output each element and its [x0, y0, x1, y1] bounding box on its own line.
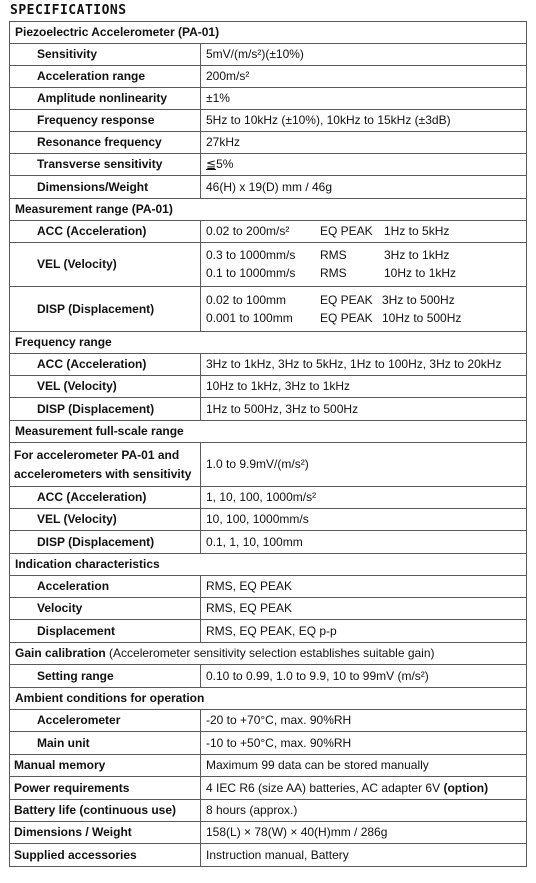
row-value: 158(L) × 78(W) × 40(H)mm / 286g	[201, 822, 527, 844]
row-value: RMS, EQ PEAK, EQ p-p	[201, 620, 527, 643]
range-grid	[206, 248, 522, 281]
row-label: Resonance frequency	[10, 132, 201, 154]
row-value: 0.10 to 0.99, 1.0 to 9.9, 10 to 99mV (m/s²)	[201, 665, 527, 688]
row-label: ACC (Acceleration)	[10, 487, 201, 509]
gain-header-note: (Accelerometer sensitivity selection establishes suitable gain)	[105, 646, 435, 660]
row-value-text: 5%	[216, 157, 234, 171]
row-label: Supplied accessories	[10, 844, 201, 867]
row-value: 8 hours (approx.)	[201, 800, 527, 822]
range-freq: 10Hz to 500Hz	[382, 310, 462, 325]
row-value: -20 to +70°C, max. 90%RH	[201, 710, 527, 732]
range-mode: RMS	[320, 266, 347, 280]
less-equal-symbol: ≦	[206, 157, 217, 171]
sens-label-line2: accelerometers with sensitivity	[14, 466, 192, 481]
row-value: RMS, EQ PEAK	[201, 576, 527, 598]
section-header-ambient: Ambient conditions for operation	[10, 688, 527, 710]
row-label: VEL (Velocity)	[10, 509, 201, 531]
row-label: Displacement	[10, 620, 201, 643]
row-value	[201, 154, 527, 176]
row-value: Instruction manual, Battery	[201, 844, 527, 867]
row-value: 10Hz to 1kHz, 3Hz to 1kHz	[201, 376, 527, 398]
range-span: 0.3 to 1000mm/s	[206, 248, 296, 262]
row-label: DISP (Displacement)	[10, 398, 201, 421]
row-label: Velocity	[10, 598, 201, 620]
range-span: 0.1 to 1000mm/s	[206, 266, 296, 280]
row-value: 0.1, 1, 10, 100mm	[201, 531, 527, 554]
row-label: Acceleration	[10, 576, 201, 598]
range-freq: 10Hz to 1kHz	[384, 266, 457, 280]
row-label: ACC (Acceleration)	[10, 354, 201, 376]
row-value: RMS, EQ PEAK	[201, 598, 527, 620]
row-label: DISP (Displacement)	[10, 287, 201, 332]
section-header-pa01: Piezoelectric Accelerometer (PA-01)	[10, 22, 527, 44]
row-value: 1Hz to 500Hz, 3Hz to 500Hz	[201, 398, 527, 421]
row-label: Manual memory	[10, 755, 201, 777]
row-label: Sensitivity	[10, 44, 201, 66]
row-label: Frequency response	[10, 110, 201, 132]
section-header-gain	[10, 643, 527, 665]
row-label: VEL (Velocity)	[10, 376, 201, 398]
sens-label-line1: For accelerometer PA-01 and	[14, 447, 180, 462]
power-value: 4 IEC R6 (size AA) batteries, AC adapter 6V	[206, 780, 444, 795]
row-value: 10, 100, 1000mm/s	[201, 509, 527, 531]
range-grid	[206, 224, 522, 239]
row-value: -10 to +50°C, max. 90%RH	[201, 732, 527, 755]
section-header-full-scale: Measurement full-scale range	[10, 421, 527, 443]
section-header-measurement-range: Measurement range (PA-01)	[10, 199, 527, 221]
range-freq: 1Hz to 5kHz	[384, 224, 450, 238]
row-value: 3Hz to 1kHz, 3Hz to 5kHz, 1Hz to 100Hz, 3Hz to 20kHz	[201, 354, 527, 376]
range-mode: EQ PEAK	[320, 224, 373, 238]
range-mode: RMS	[320, 248, 347, 262]
row-label: Accelerometer	[10, 710, 201, 732]
range-span: 0.001 to 100mm	[206, 310, 293, 325]
row-label: Battery life (continuous use)	[10, 800, 201, 822]
row-label: Main unit	[10, 732, 201, 755]
row-label: Acceleration range	[10, 66, 201, 88]
row-value: 200m/s²	[201, 66, 527, 88]
row-label: Setting range	[10, 665, 201, 688]
row-value	[201, 287, 527, 332]
row-label: Dimensions / Weight	[10, 822, 201, 844]
range-mode: EQ PEAK	[320, 310, 373, 325]
row-value	[201, 777, 527, 800]
section-header-frequency-range: Frequency range	[10, 332, 527, 354]
row-value: 5Hz to 10kHz (±10%), 10kHz to 15kHz (±3dB)	[201, 110, 527, 132]
range-span: 0.02 to 100mm	[206, 292, 287, 307]
row-label: ACC (Acceleration)	[10, 221, 201, 243]
row-label: Amplitude nonlinearity	[10, 88, 201, 110]
row-label: DISP (Displacement)	[10, 531, 201, 554]
row-value	[201, 243, 527, 287]
row-value: ±1%	[201, 88, 527, 110]
range-freq: 3Hz to 500Hz	[382, 292, 455, 307]
section-header-indication: Indication characteristics	[10, 554, 527, 576]
row-value: 1, 10, 100, 1000m/s²	[201, 487, 527, 509]
row-value: 1.0 to 9.9mV/(m/s²)	[201, 443, 527, 487]
range-mode: EQ PEAK	[320, 292, 373, 307]
row-label: Power requirements	[10, 777, 201, 800]
row-label: VEL (Velocity)	[10, 243, 201, 287]
range-span: 0.02 to 200m/s²	[206, 224, 290, 238]
row-value: 27kHz	[201, 132, 527, 154]
page-title: SPECIFICATIONS	[10, 3, 127, 18]
gain-header-bold: Gain calibration	[15, 646, 106, 660]
row-label: Dimensions/Weight	[10, 176, 201, 199]
specifications-table	[9, 21, 527, 867]
row-value: 46(H) x 19(D) mm / 46g	[201, 176, 527, 199]
row-label	[10, 443, 201, 487]
row-label: Transverse sensitivity	[10, 154, 201, 176]
power-option: (option)	[443, 780, 489, 795]
row-value: Maximum 99 data can be stored manually	[201, 755, 527, 777]
range-freq: 3Hz to 1kHz	[384, 248, 450, 262]
range-grid	[206, 293, 522, 326]
row-value	[201, 221, 527, 243]
row-value: 5mV/(m/s²)(±10%)	[201, 44, 527, 66]
